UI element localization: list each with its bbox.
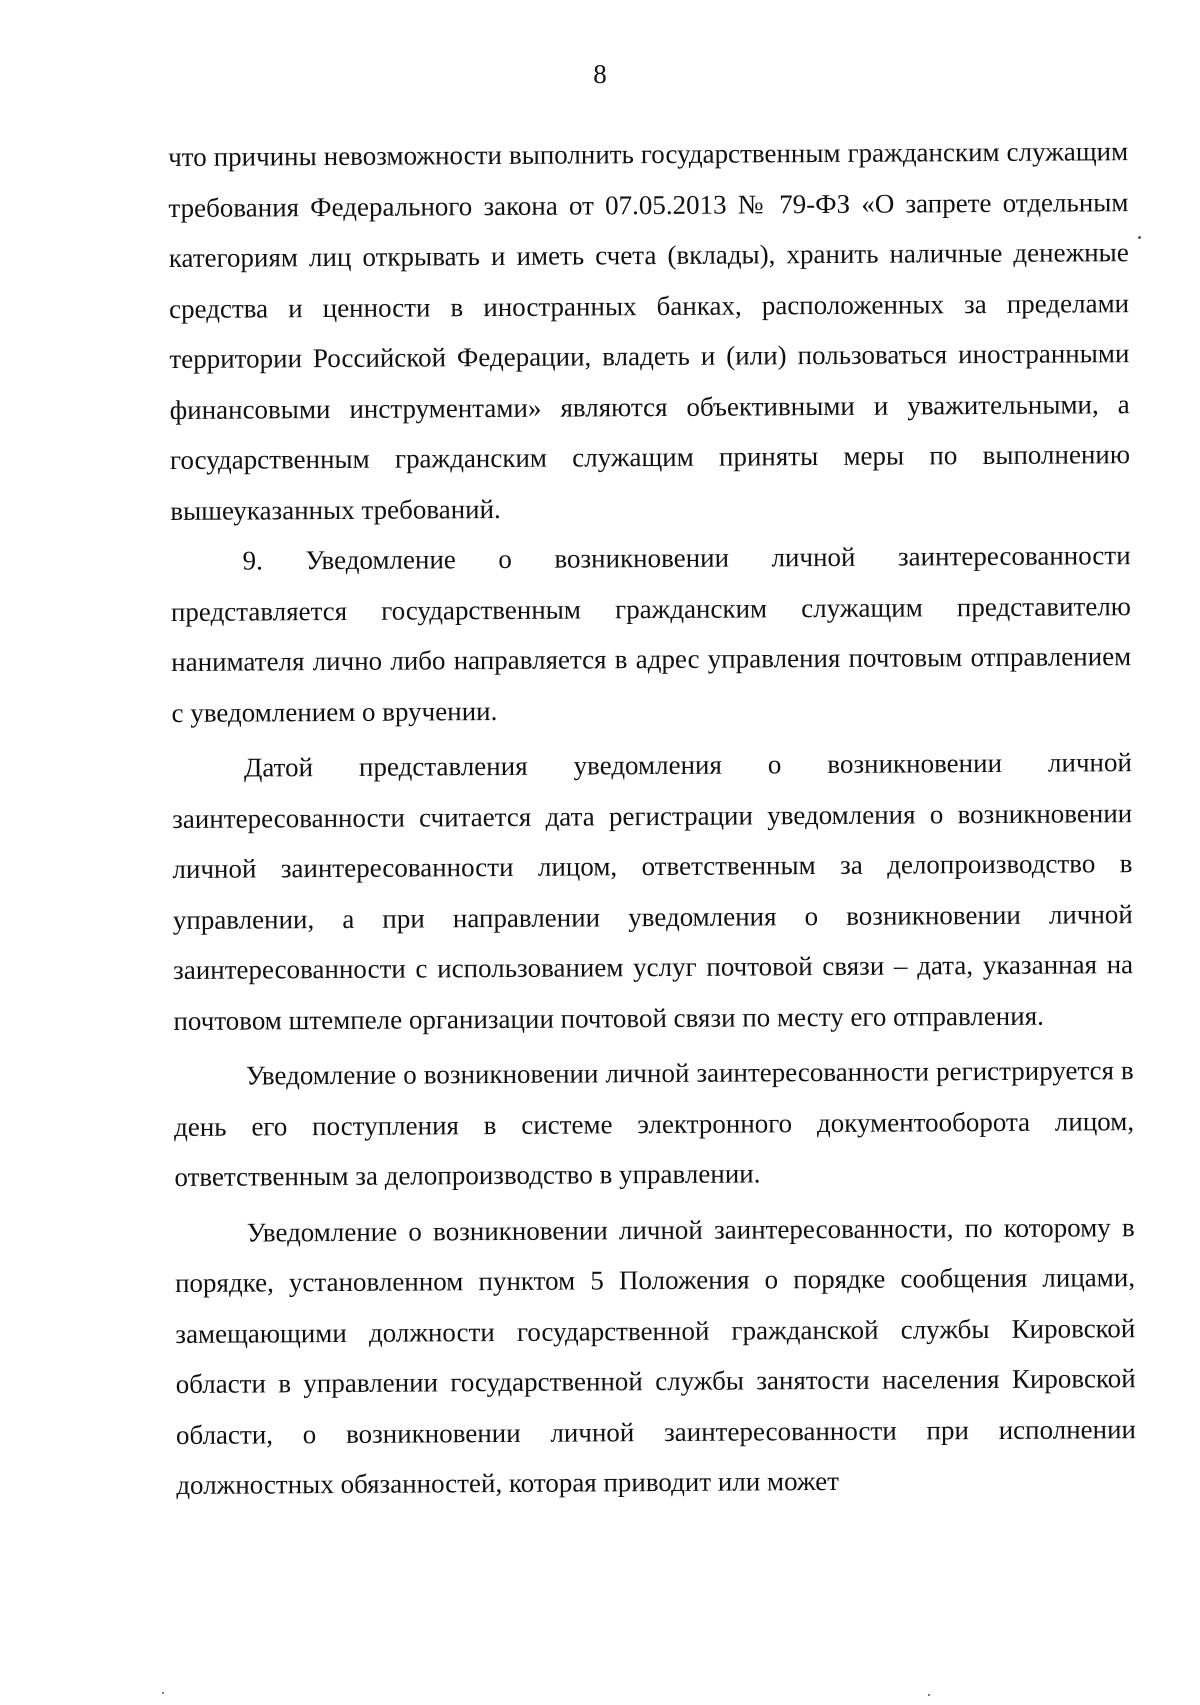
scan-speck — [928, 1694, 930, 1696]
paragraph-item-9: 9. Уведомление о возникновении личной заинтересованности представляется государственным гражданским служащим представителю нанимателя лично либо направляется в адрес управления почтовым отправлением с уведомлением о вручении. — [170, 540, 1132, 728]
paragraph-notification-procedure: Уведомление о возникновении личной заинтересованности, по которому в порядке, установленном пунктом 5 Положения о порядке сообщения лицами, замещающими должности государственной гражданской службы Кировской области в управлении государственной службы занятости населения Кировской области, о возникновении личной заинтересованности при исполнении должностных обязанностей, которая приводит или может — [174, 1211, 1137, 1500]
scan-speck — [162, 1692, 164, 1694]
scan-speck — [1138, 236, 1141, 239]
document-body — [168, 126, 1136, 1510]
paragraph-submission-date: Датой представления уведомления о возникновении личной заинтересованности считается дата регистрации уведомления о возникновении личной заинтересованности лицом, ответственным за делопроизводство в управлении, а при направлении уведомления о возникновении личной заинтересованности с использованием услуг почтовой связи – дата, указанная на почтовом штемпеле организации почтовой связи по месту его отправления. — [172, 747, 1134, 1036]
paragraph-continuation: что причины невозможности выполнить государственным гражданским служащим требования Федерального закона от 07.05.2013 № 79-ФЗ «О запрете отдельным категориям лиц открывать и иметь счета (вклады), хранить наличные денежные средства и ценности в иностранных банках, расположенных за пределами территории Российской Федерации, владеть и (или) пользоваться иностранными финансовыми инструментами» являются объективными и уважительными, а государственным гражданским служащим приняты меры по выполнению вышеуказанных требований. — [168, 136, 1131, 526]
page-number: 8 — [593, 59, 607, 89]
paragraph-registration: Уведомление о возникновении личной заинтересованности регистрируется в день его поступления в системе электронного документооборота лицом, ответственным за делопроизводство в управлении. — [173, 1055, 1135, 1192]
